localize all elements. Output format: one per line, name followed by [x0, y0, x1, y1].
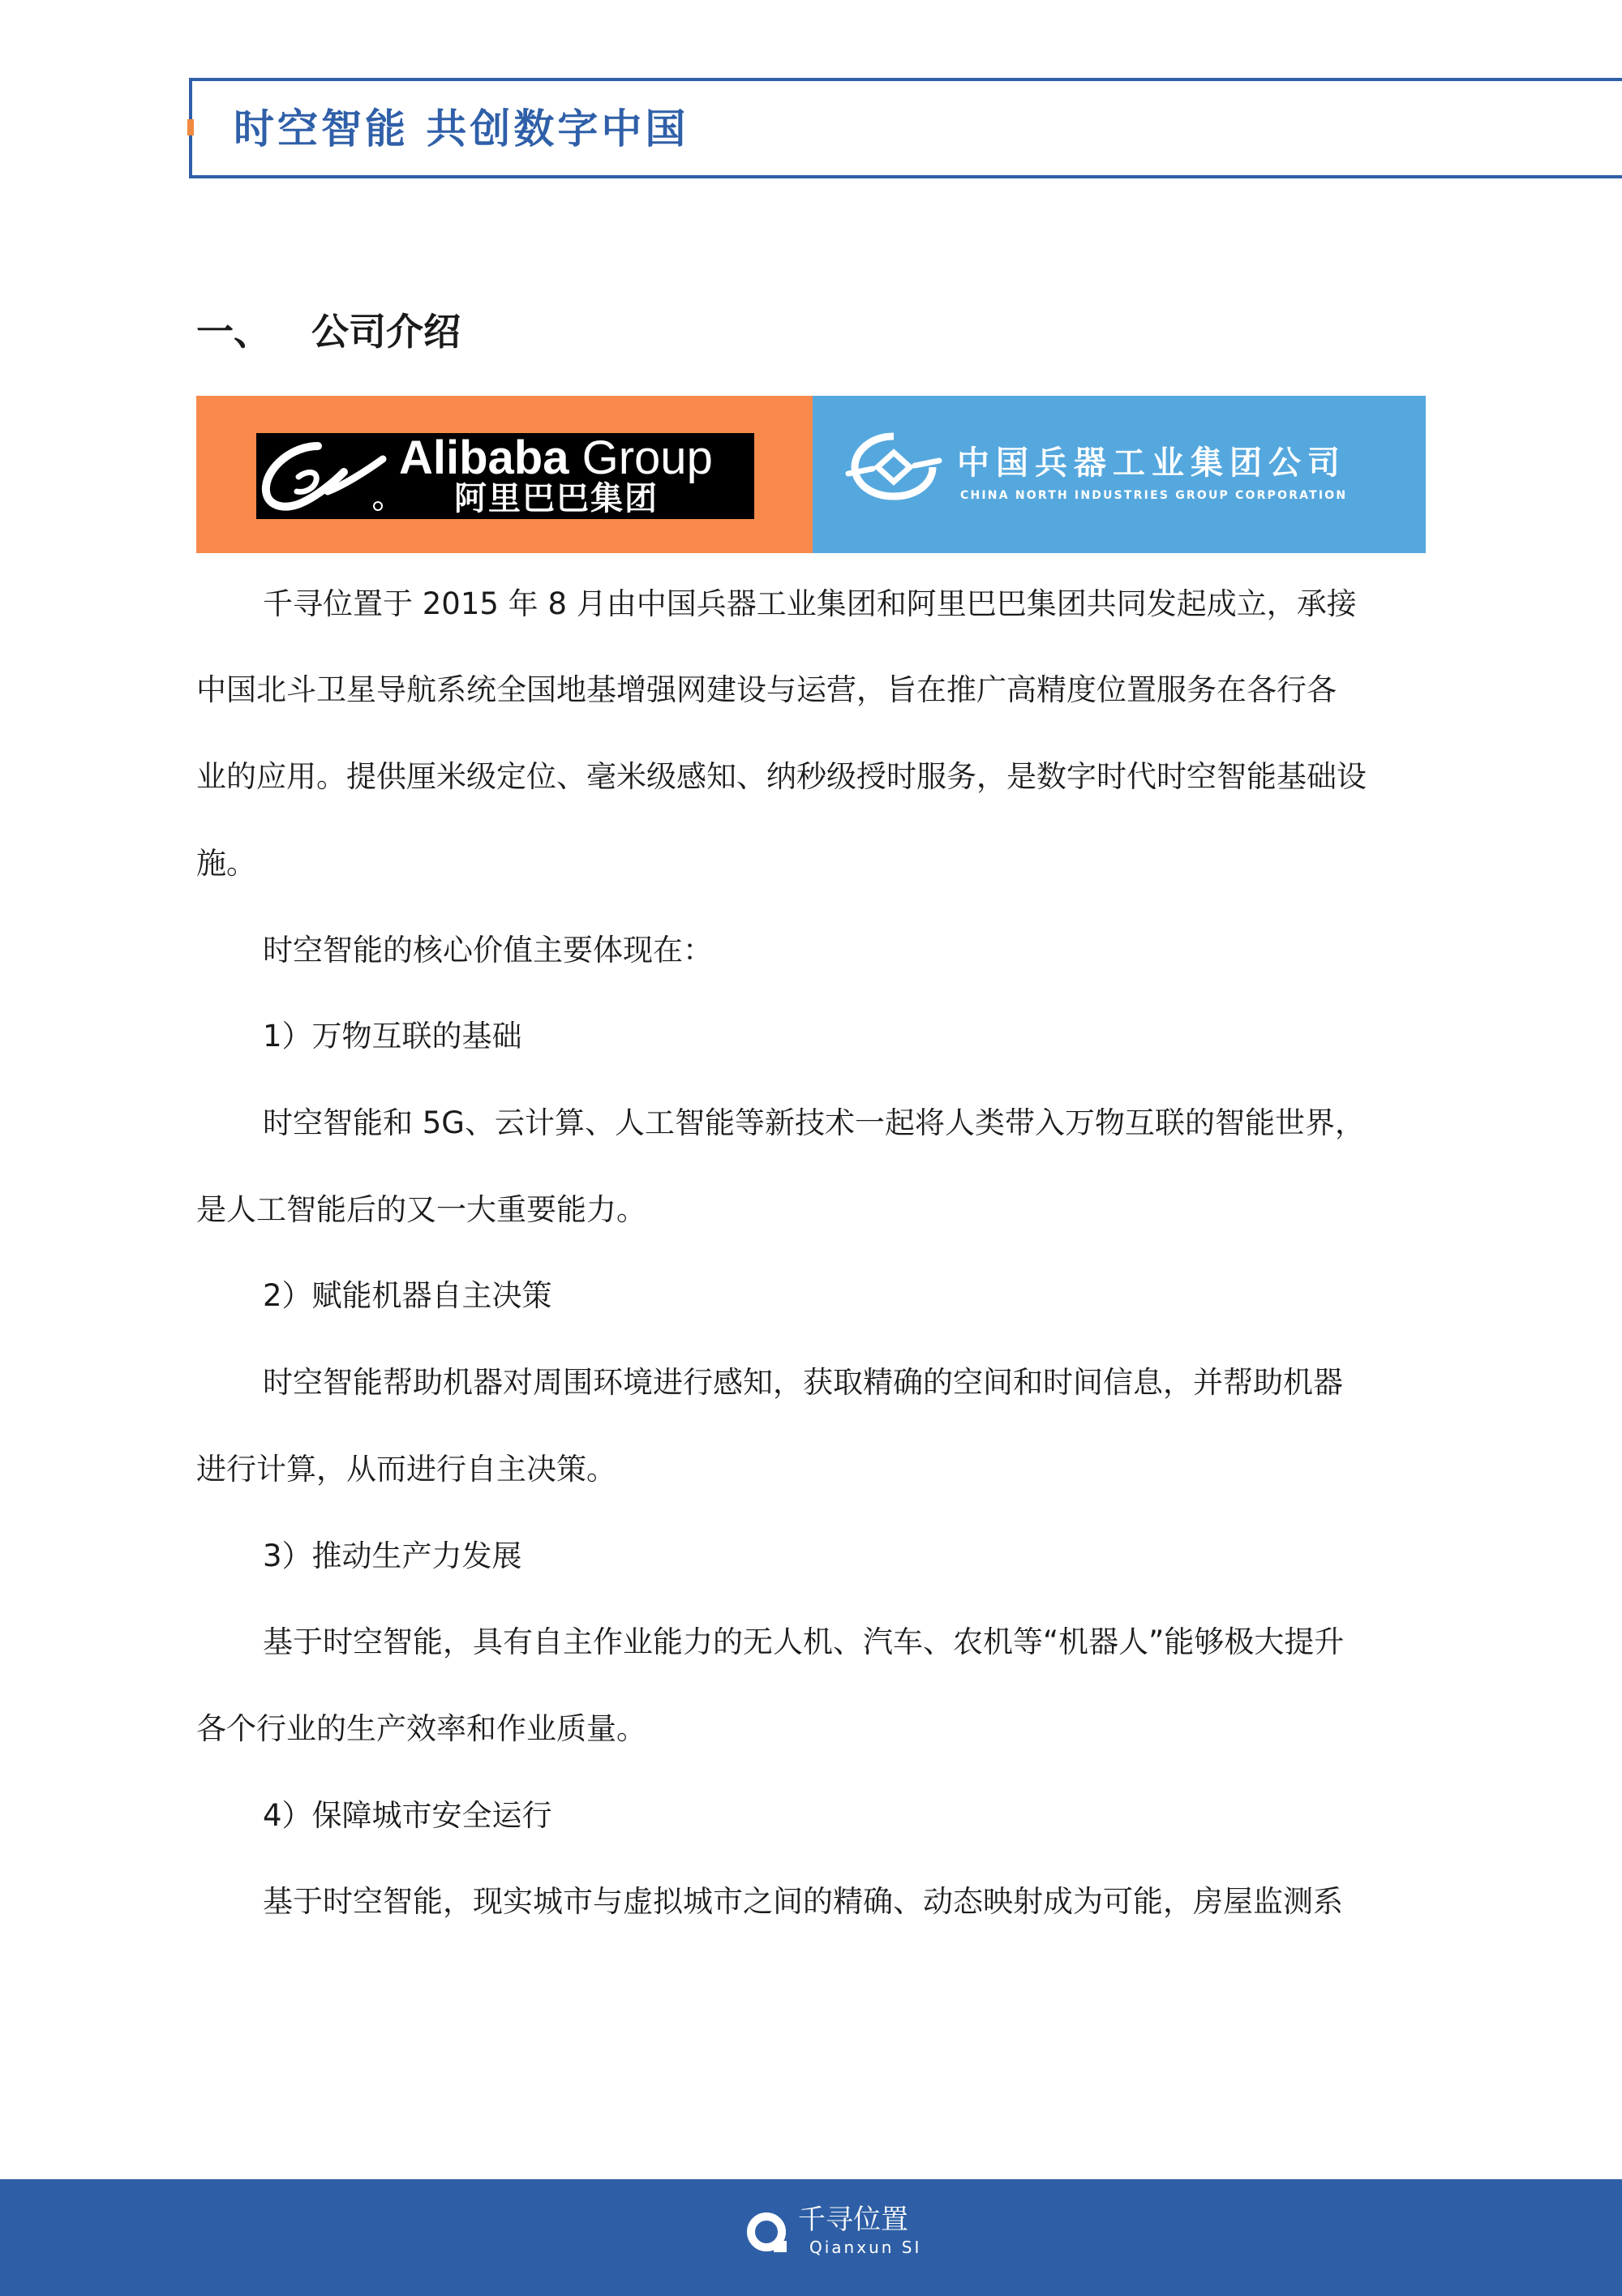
partner-banner	[196, 396, 1426, 553]
section-title: 公司介绍	[311, 310, 461, 354]
item-2-line-1: 时空智能帮助机器对周围环境进行感知，获取精确的空间和时间信息，并帮助机器	[263, 1365, 1343, 1400]
alibaba-chinese-name: 阿里巴巴集团	[454, 480, 659, 517]
intro-line-1: 千寻位置于 2015 年 8 月由中国兵器工业集团和阿里巴巴集团共同发起成立，承接	[263, 586, 1357, 621]
header-accent-mark	[187, 119, 194, 135]
item-4-line-1: 基于时空智能，现实城市与虚拟城市之间的精确、动态映射成为可能，房屋监测系	[263, 1884, 1343, 1919]
page-header-title: 时空智能 共创数字中国	[234, 105, 689, 152]
item-2-line-2: 进行计算，从而进行自主决策。	[196, 1452, 616, 1487]
item-2-title: 2）赋能机器自主决策	[263, 1278, 552, 1313]
item-3-line-2: 各个行业的生产效率和作业质量。	[196, 1711, 646, 1746]
alibaba-english-name: Alibaba Group	[399, 431, 713, 484]
intro-line-2: 中国北斗卫星导航系统全国地基增强网建设与运营，旨在推广高精度位置服务在各行各	[196, 672, 1337, 707]
item-3-title: 3）推动生产力发展	[263, 1539, 522, 1573]
item-1-line-1: 时空智能和 5G、云计算、人工智能等新技术一起将人类带入万物互联的智能世界，	[263, 1105, 1365, 1140]
alibaba-panel	[196, 396, 813, 553]
intro-line-4: 施。	[196, 846, 256, 881]
qianxun-logo-icon	[744, 2208, 792, 2255]
item-3-line-1: 基于时空智能，具有自主作业能力的无人机、汽车、农机等“机器人”能够极大提升	[263, 1624, 1345, 1659]
footer-brand-en: Qianxun SI	[809, 2238, 922, 2257]
item-4-title: 4）保障城市安全运行	[263, 1798, 552, 1833]
footer-brand-cn: 千寻位置	[798, 2204, 908, 2236]
item-1-line-2: 是人工智能后的又一大重要能力。	[196, 1192, 646, 1227]
section-number: 一、	[196, 310, 271, 354]
norinco-logo-icon	[845, 430, 942, 503]
alibaba-logo-icon	[260, 435, 389, 517]
alibaba-logo-box	[256, 433, 754, 519]
item-1-title: 1）万物互联的基础	[263, 1019, 522, 1054]
section-heading	[196, 305, 461, 358]
norinco-panel	[813, 396, 1426, 553]
core-value-intro: 时空智能的核心价值主要体现在：	[263, 933, 713, 968]
norinco-chinese-name: 中国兵器工业集团公司	[957, 444, 1346, 482]
norinco-english-name: CHINA NORTH INDUSTRIES GROUP CORPORATION	[960, 489, 1348, 502]
intro-line-3: 业的应用。提供厘米级定位、毫米级感知、纳秒级授时服务，是数字时代时空智能基础设	[196, 759, 1367, 794]
page-footer	[0, 2179, 1622, 2296]
